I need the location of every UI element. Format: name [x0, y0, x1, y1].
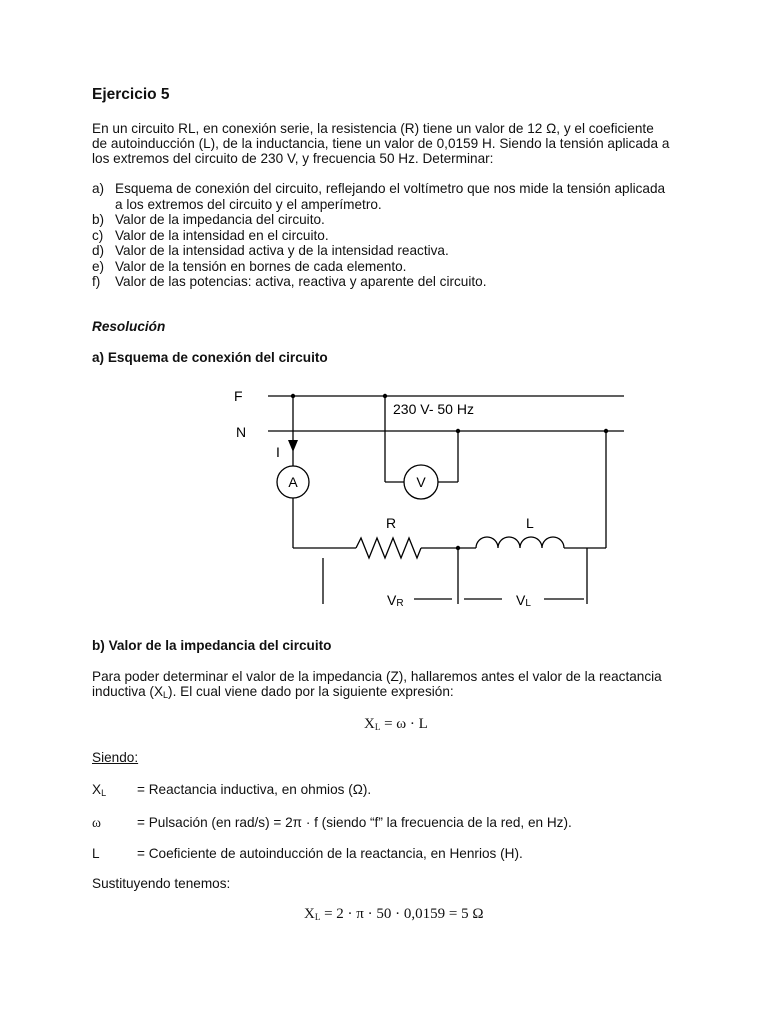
siendo-label: Siendo:	[92, 750, 139, 765]
vl-label: VL	[516, 592, 531, 609]
definition-text: = Coeficiente de autoinducción de la reactancia, en Henrios (H).	[137, 846, 523, 861]
circuit-diagram	[0, 380, 768, 620]
task-label: a)	[92, 181, 105, 196]
task-item	[92, 228, 712, 244]
task-label: f)	[92, 274, 101, 289]
junction-dot	[291, 394, 295, 398]
current-label: I	[276, 444, 280, 460]
sustituyendo-label: Sustituyendo tenemos:	[92, 876, 231, 891]
junction-dot	[604, 429, 608, 433]
task-text: Valor de la intensidad activa y de la intensidad reactiva.	[115, 243, 449, 258]
formula-reactance: $X_L = \omega \cdot L$	[364, 716, 428, 732]
task-text: Esquema de conexión del circuito, reflejando el voltímetro que nos mide la tensión aplicada	[115, 181, 666, 196]
exercise-title: Ejercicio 5	[92, 86, 170, 103]
definition-symbol: ω	[92, 815, 101, 830]
formula-result: $X_L = 2 \cdot \pi \cdot 50 \cdot 0,0159 = 5$ Ω	[304, 906, 484, 922]
task-text: Valor de la intensidad en el circuito.	[115, 228, 329, 243]
task-text: Valor de la impedancia del circuito.	[115, 212, 325, 227]
task-item	[92, 243, 712, 259]
task-text: a los extremos del circuito y el amperímetro.	[115, 197, 382, 212]
task-item	[92, 181, 712, 213]
definition-text: = Pulsación (en rad/s) = 2π · f (siendo “f” la frecuencia de la red, en Hz).	[137, 815, 572, 830]
section-b-heading: b) Valor de la impedancia del circuito	[92, 638, 332, 653]
intro-line: los extremos del circuito de 230 V, y frecuencia 50 Hz. Determinar:	[92, 151, 494, 166]
resistor-label: R	[386, 515, 397, 531]
vr-label: VR	[387, 592, 404, 609]
voltmeter-label: V	[416, 474, 426, 490]
supply-label: 230 V- 50 Hz	[393, 401, 474, 417]
definition-item	[92, 782, 732, 798]
neutral-label: N	[236, 424, 247, 440]
section-a-heading: a) Esquema de conexión del circuito	[92, 350, 328, 365]
task-item	[92, 274, 712, 290]
task-text: Valor de las potencias: activa, reactiva y aparente del circuito.	[115, 274, 487, 289]
definition-item	[92, 846, 732, 862]
task-label: e)	[92, 259, 105, 274]
intro-line: En un circuito RL, en conexión serie, la resistencia (R) tiene un valor de 12 Ω, y el coeficiente	[92, 121, 654, 136]
junction-dot	[456, 429, 460, 433]
definition-text: = Reactancia inductiva, en ohmios (Ω).	[137, 782, 372, 797]
paragraph-line: Para poder determinar el valor de la impedancia (Z), hallaremos antes el valor de la reactancia	[92, 669, 662, 684]
task-label: b)	[92, 212, 105, 227]
task-label: c)	[92, 228, 104, 243]
current-arrow-icon	[288, 440, 298, 452]
inductor-symbol	[476, 537, 564, 548]
junction-dot	[383, 394, 387, 398]
intro-line: de autoinducción (L), de la inductancia, tiene un valor de 0,0159 H. Siendo la tensión aplicada a	[92, 136, 670, 151]
task-text: Valor de la tensión en bornes de cada elemento.	[115, 259, 407, 274]
phase-label: F	[234, 388, 243, 404]
task-label: d)	[92, 243, 105, 258]
task-item	[92, 259, 712, 275]
definition-symbol: $X_L$	[92, 782, 107, 798]
junction-dot	[456, 546, 460, 550]
definition-item	[92, 815, 732, 831]
paragraph-line: inductiva $(X_L)$. El cual viene dado por la siguiente expresión:	[92, 684, 454, 700]
resolution-heading: Resolución	[92, 319, 166, 334]
resistor-symbol	[356, 538, 421, 558]
task-item	[92, 212, 712, 228]
inductor-label: L	[526, 515, 534, 531]
definition-symbol: L	[92, 846, 100, 861]
ammeter-label: A	[288, 474, 298, 490]
